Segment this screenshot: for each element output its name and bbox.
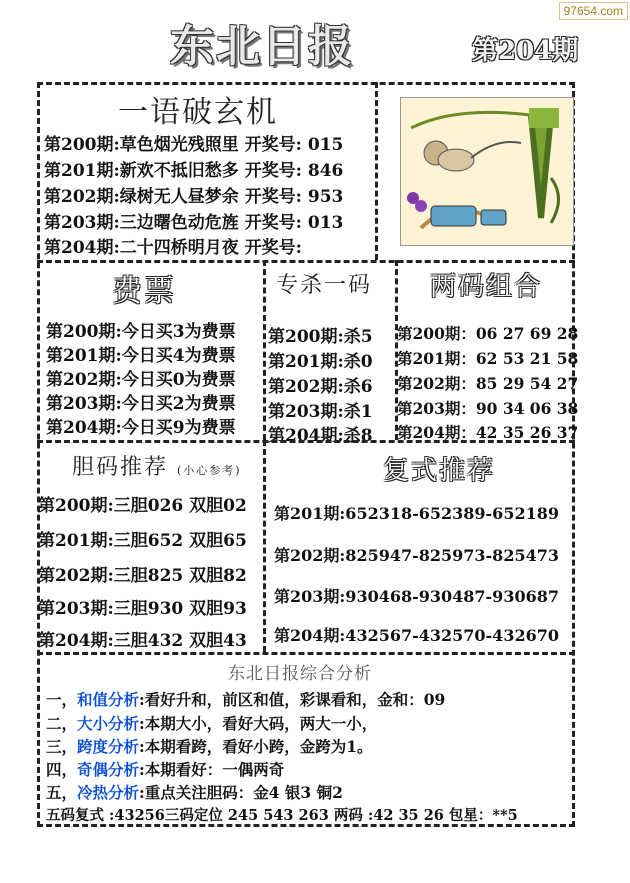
divider-h1 [37, 260, 575, 263]
fushi-row: 第201期:652318-652389-652189 [274, 504, 559, 523]
liangma-row: 第200期：06 27 69 28 [397, 324, 579, 343]
yiyu-row: 第203期:三边曙色动危旌 开奖号: 013 [44, 213, 344, 233]
yiyu-row: 第202期:绿树无人昼梦余 开奖号: 953 [44, 187, 344, 207]
liangma-row: 第201期：62 53 21 58 [397, 349, 579, 368]
divider-v2 [263, 260, 266, 440]
divider-h3 [37, 652, 575, 655]
analysis-row: 五，冷热分析:重点关注胆码：金4 银3 铜2 [46, 783, 343, 802]
zhuansha-row: 第202期:杀6 [268, 377, 373, 397]
fushi-title: 复式推荐 [383, 456, 496, 486]
fushi-row: 第202期:825947-825973-825473 [274, 546, 559, 565]
danma-row: 第200期:三胆026 双胆02 [38, 496, 247, 516]
zhuansha-title: 专杀一码 [276, 273, 373, 298]
zhuansha-row: 第203期:杀1 [268, 402, 373, 422]
analysis-row: 三，跨度分析:本期看跨，看好小跨，金跨为1。 [46, 737, 373, 756]
liangma-title: 两码组合 [430, 272, 543, 302]
yiyu-row: 第200期:草色烟光残照里 开奖号: 015 [44, 135, 344, 155]
analysis-row: 四，奇偶分析:本期看好：一偶两奇 [46, 760, 285, 779]
zhuansha-row: 第204期:杀8 [268, 426, 373, 446]
danma-row: 第202期:三胆825 双胆82 [38, 566, 247, 586]
yiyu-row: 第201期:新欢不抵旧愁多 开奖号: 846 [44, 161, 344, 181]
danma-row: 第204期:三胆432 双胆43 [38, 631, 247, 651]
feipiao-title: 费票 [112, 274, 176, 309]
analysis-row: 一，和值分析:看好升和，前区和值，彩课看和，金和：09 [46, 690, 446, 709]
danma-row: 第201期:三胆652 双胆65 [38, 531, 247, 551]
analysis-title: 东北日报综合分析 [228, 664, 372, 684]
zhuansha-row: 第201期:杀0 [268, 352, 373, 372]
danma-note: (小心参考) [177, 464, 242, 477]
fushi-row: 第203期:930468-930487-930687 [274, 587, 559, 606]
danma-title [72, 450, 242, 481]
feipiao-row: 第204期:今日买9为费票 [46, 418, 236, 438]
liangma-row: 第203期：90 34 06 38 [397, 399, 579, 418]
feipiao-row: 第203期:今日买2为费票 [46, 394, 236, 414]
analysis-row: 二，大小分析:本期大小，看好大码，两大一小， [46, 714, 378, 733]
site-watermark: 97654.com [559, 2, 628, 20]
masthead-title: 东北日报 [170, 21, 354, 72]
divider-v1 [375, 82, 378, 260]
feipiao-row: 第202期:今日买0为费票 [46, 370, 236, 390]
liangma-row: 第204期：42 35 26 37 [397, 423, 579, 442]
danma-title-text: 胆码推荐 [72, 455, 169, 480]
monkey-in-tree-illustration [400, 97, 574, 246]
feipiao-row: 第201期:今日买4为费票 [46, 346, 236, 366]
liangma-row: 第202期：85 29 54 27 [397, 374, 579, 393]
yiyu-title: 一语破玄机 [118, 95, 278, 130]
issue-number: 第204期 [472, 36, 579, 66]
zhuansha-row: 第200期:杀5 [268, 327, 373, 347]
danma-row: 第203期:三胆930 双胆93 [38, 599, 247, 619]
divider-h2 [37, 440, 575, 443]
yiyu-row: 第204期:二十四桥明月夜 开奖号: [44, 238, 302, 258]
analysis-footer: 五码复式 :43256三码定位 245 543 263 两码 :42 35 26 包星：**5 [46, 807, 518, 824]
divider-v4 [263, 440, 266, 652]
fushi-row: 第204期:432567-432570-432670 [274, 626, 559, 645]
feipiao-row: 第200期:今日买3为费票 [46, 322, 236, 342]
